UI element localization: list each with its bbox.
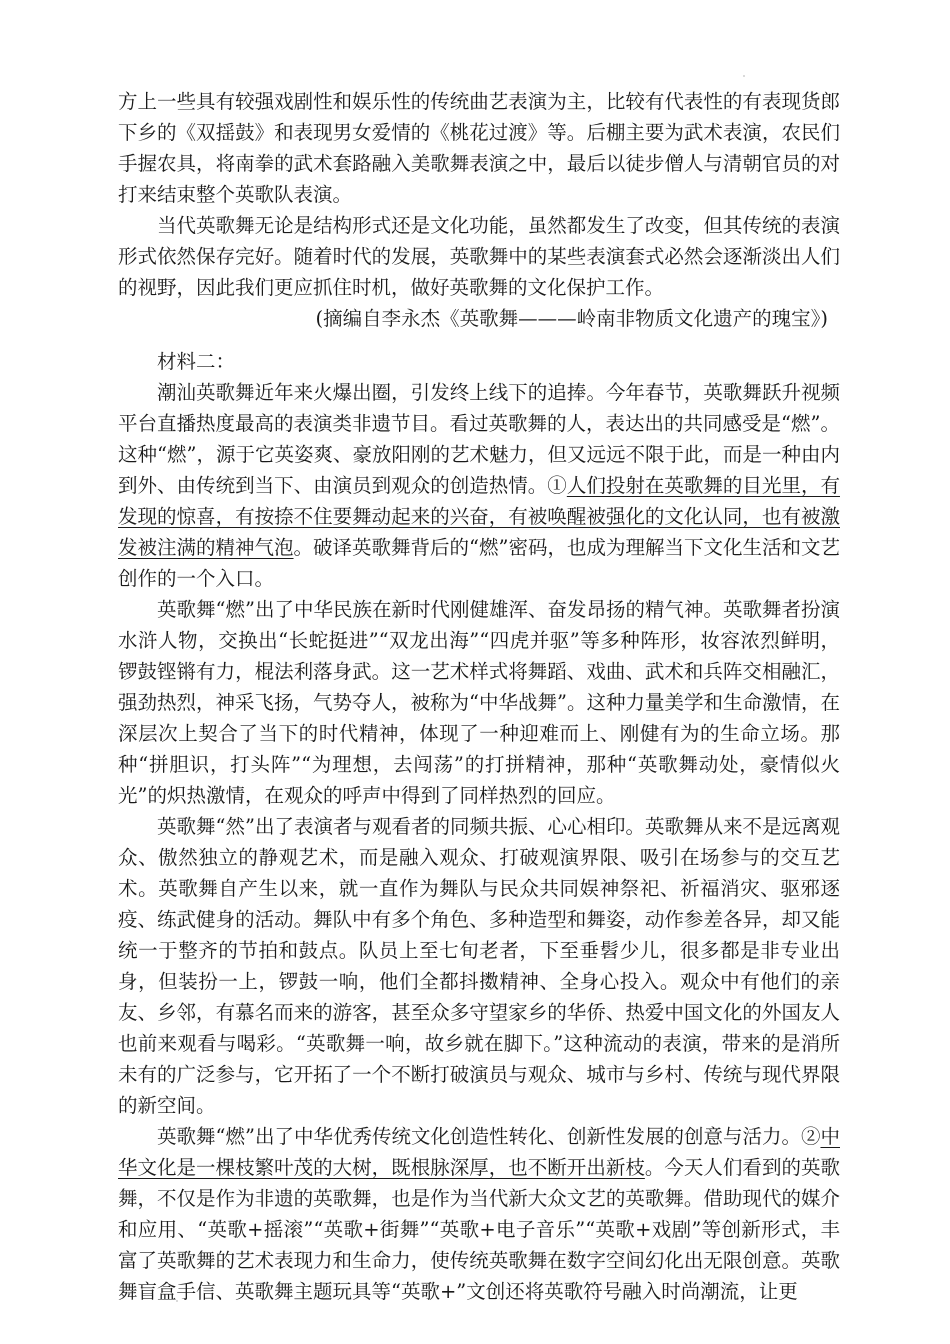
paragraph-intro: [118, 377, 840, 594]
material-two-label: 材料二：: [157, 350, 236, 373]
underlined-sentence-1: 人们投射在英歌舞的目光里，有发现的惊喜，有按捺不住要舞动起来的兴奋，有被唤醒被强化的文化认同，也有被激发被注满的精神气泡: [118, 474, 840, 559]
innovation-text-end: 。今天人们看到的英歌舞，不仅是作为非遗的英歌舞，也是作为当代新大众文艺的英歌舞。借助现代的媒介和应用、“英歌+摇滚”“英歌+街舞”“英歌+电子音乐”“英歌+戏剧”等创新形式，丰富了英歌舞的艺术表现力和生命力，使传统英歌舞在数字空间幻化出无限创意。英歌舞盲盒手信、英歌舞主题玩具等“英歌+”文创还将英歌符号融入时尚潮流，让更: [118, 1156, 840, 1303]
material-one-section: [118, 86, 840, 334]
scan-speck: [743, 75, 745, 77]
intro-text-end: 。破译英歌舞背后的“燃”密码，也成为理解当下文化生活和文艺创作的一个入口。: [118, 536, 840, 590]
source-attribution: (摘编自李永杰《英歌舞———岭南非物质文化遗产的瑰宝》): [315, 307, 828, 330]
material-two-section: [118, 346, 840, 1307]
paragraph-resonance: 英歌舞“然”出了表演者与观看者的同频共振、心心相印。英歌舞从来不是远离观众、傲然独立的静观艺术，而是融入观众、打破观演界限、吸引在场参与的交互艺术。英歌舞自产生以来，就一直作为舞队与民众共同娱神祭祀、祈福消灾、驱邪逐疫、练武健身的活动。舞队中有多个角色、多种造型和舞姿，动作参差各异，却又能统一于整齐的节拍和鼓点。队员上至七旬老者，下至垂髫少儿，很多都是非专业出身，但装扮一上，锣鼓一响，他们全都抖擞精神、全身心投入。观众中有他们的亲友、乡邻，有慕名而来的游客，甚至众多守望家乡的华侨、热爱中国文化的外国友人也前来观看与喝彩。“英歌舞一响，故乡就在脚下。”这种流动的表演，带来的是消所未有的广泛参与，它开拓了一个不断打破演员与观众、城市与乡村、传统与现代界限的新空间。: [118, 815, 840, 1117]
paragraph-contemporary: 当代英歌舞无论是结构形式还是文化功能，虽然都发生了改变，但其传统的表演形式依然保存完好。随着时代的发展，英歌舞中的某些表演套式必然会逐渐淡出人们的视野，因此我们更应抓住时机，做好英歌舞的文化保护工作。: [118, 214, 840, 299]
underlined-sentence-2: 中华文化是一棵枝繁叶茂的大树，既根脉深厚，也不断开出新枝: [118, 1125, 840, 1179]
paragraph-innovation: [118, 1121, 840, 1307]
innovation-text-start: 英歌舞“燃”出了中华优秀传统文化创造性转化、创新性发展的创意与活力。②: [157, 1125, 821, 1148]
intro-text-start: 潮汕英歌舞近年来火爆出圈，引发终上线下的追捧。今年春节，英歌舞跃升视频平台直播热度最高的表演类非遗节目。看过英歌舞的人，表达出的共同感受是“燃”。这种“燃”，源于它英姿爽、豪放阳刚的艺术魅力，但又远远不限于此，而是一种由内到外、由传统到当下、由演员到观众的创造热情。①: [118, 381, 840, 497]
paragraph-spirit: 英歌舞“燃”出了中华民族在新时代刚健雄浑、奋发昂扬的精气神。英歌舞者扮演水浒人物，交换出“长蛇挺进”“双龙出海”“四虎并驱”等多种阵形，妆容浓烈鲜明，锣鼓铿锵有力，棍法利落身武。这一艺术样式将舞蹈、戏曲、武术和兵阵交相融汇，强劲热烈，神采飞扬，气势夺人，被称为“中华战舞”。这种力量美学和生命激情，在深层次上契合了当下的时代精神，体现了一种迎难而上、刚健有为的生命立场。那种“拼胆识，打头阵”“为理想，去闯荡”的打拼精神，那种“英歌舞动处，豪情似火光”的炽热激情，在观众的呼声中得到了同样热烈的回应。: [118, 598, 840, 807]
paragraph-stage-performance: 方上一些具有较强戏剧性和娱乐性的传统曲艺表演为主，比较有代表性的有表现货郎下乡的《双揺鼓》和表现男女爱情的《桃花过渡》等。后棚主要为武术表演，农民们手握农具，将南拳的武术套路融入美歌舞表演之中，最后以徒步僧人与清朝官员的对打来结束整个英歌队表演。: [118, 90, 840, 206]
